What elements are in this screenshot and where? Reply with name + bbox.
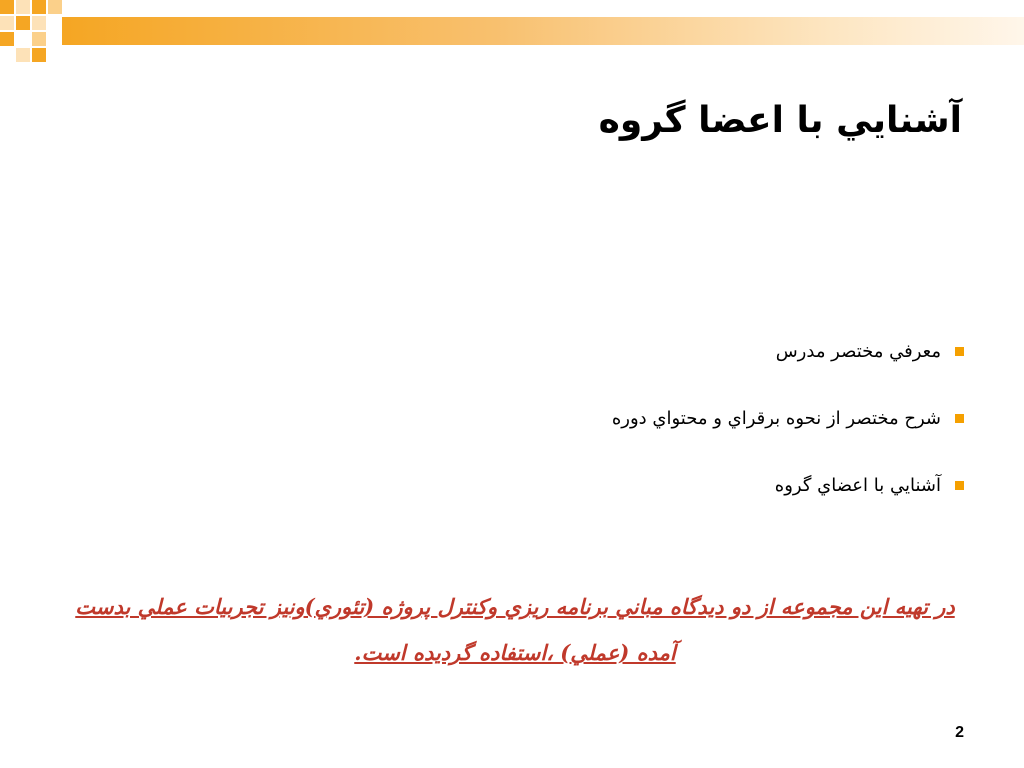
- square-bullet-icon: [955, 347, 964, 356]
- bullet-text: معرفي مختصر مدرس: [775, 340, 941, 362]
- bullet-text: شرح مختصر از نحوه برقراي و محتواي دوره: [611, 407, 941, 429]
- slide-title: آشنايي با اعضا گروه: [598, 100, 962, 141]
- source-note-line1: در تهيه اين مجموعه از دو ديدگاه مباني برنامه ريزي وكنترل پروژه (تئوري)ونيز تجربيات عملي بدست: [75, 594, 955, 619]
- bullet-item: [264, 336, 964, 366]
- bullet-list: [264, 336, 964, 537]
- decor-square: [16, 16, 30, 30]
- square-bullet-icon: [955, 481, 964, 490]
- bullet-text: آشنايي با اعضاي گروه: [774, 474, 941, 496]
- source-note-line2: آمده (عملي) ،استفاده گرديده است.: [354, 640, 676, 665]
- decor-square: [32, 48, 46, 62]
- header-band: [62, 17, 1024, 45]
- bullet-item: [264, 403, 964, 433]
- page-number: 2: [955, 724, 964, 741]
- decor-square: [32, 16, 46, 30]
- decor-square: [0, 0, 14, 14]
- decor-square: [32, 32, 46, 46]
- bullet-item: [264, 470, 964, 500]
- decor-square: [48, 0, 62, 14]
- decor-square: [16, 48, 30, 62]
- decor-square: [0, 16, 14, 30]
- decor-square: [32, 0, 46, 14]
- decor-square: [0, 32, 14, 46]
- decor-square: [16, 0, 30, 14]
- square-bullet-icon: [955, 414, 964, 423]
- source-note: [40, 584, 990, 676]
